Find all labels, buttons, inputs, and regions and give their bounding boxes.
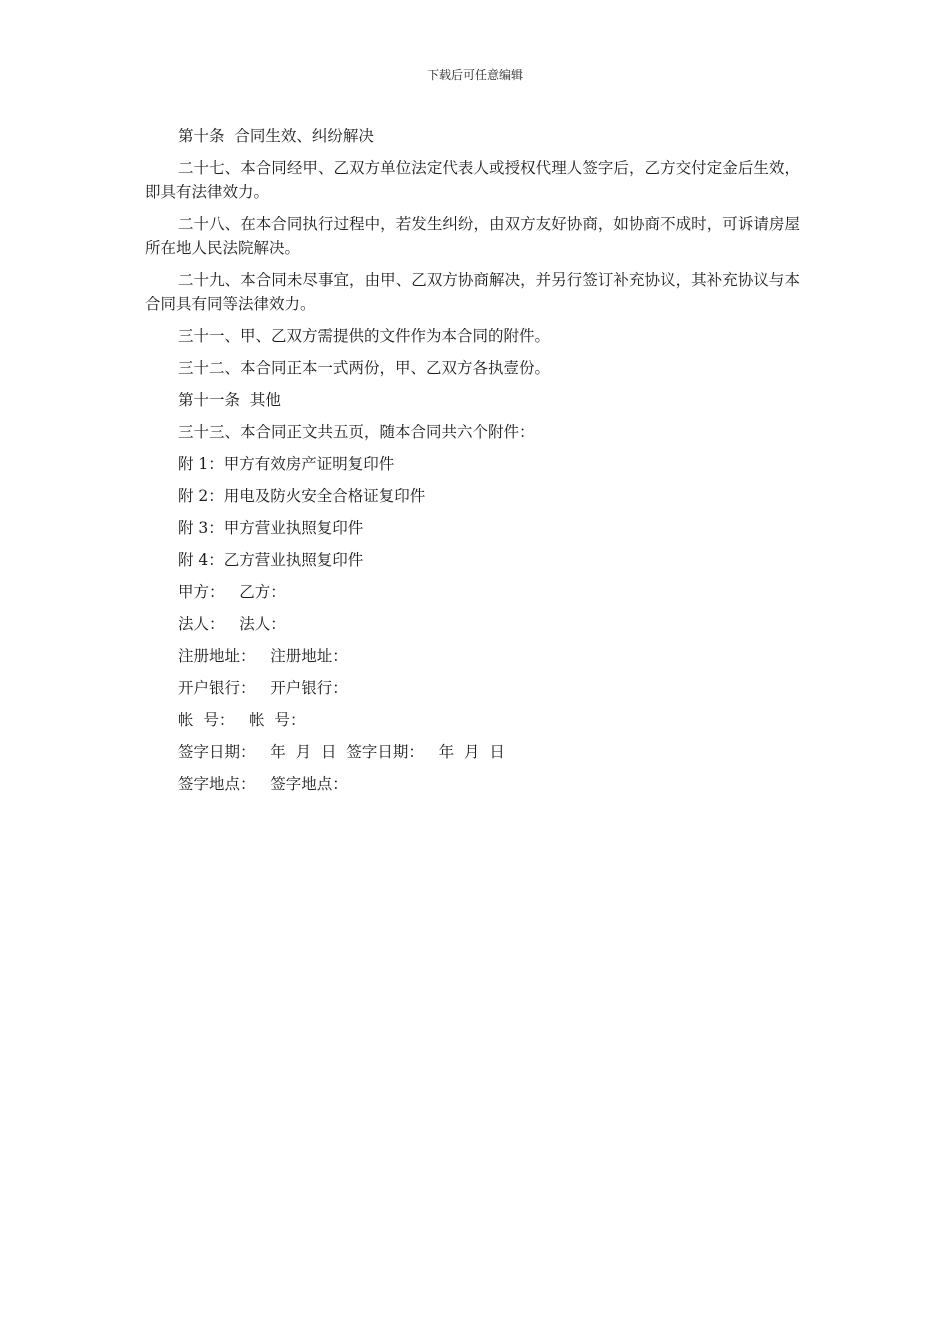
clause-32: 三十二、本合同正本一式两份，甲、乙双方各执壹份。 (178, 359, 551, 377)
attachment-1: 附 1：甲方有效房产证明复印件 (178, 455, 395, 473)
attachment-3: 附 3：甲方营业执照复印件 (178, 519, 364, 537)
signature-registered-address: 注册地址： 注册地址： (178, 647, 348, 665)
clause-31: 三十一、甲、乙双方需提供的文件作为本合同的附件。 (178, 327, 551, 345)
header-note: 下载后可任意编辑 (426, 68, 523, 82)
document-body (145, 124, 800, 804)
article-10-title: 第十条 合同生效、纠纷解决 (178, 127, 374, 145)
clause-28: 二十八、在本合同执行过程中，若发生纠纷，由双方友好协商，如协商不成时，可诉请房屋所在地人民法院解决。 (145, 215, 800, 257)
article-11-title: 第十一条 其他 (178, 391, 281, 409)
clause-29: 二十九、本合同未尽事宜，由甲、乙双方协商解决，并另行签订补充协议，其补充协议与本合同具有同等法律效力。 (145, 271, 800, 313)
signature-date: 签字日期： 年 月 日 签字日期： 年 月 日 (178, 743, 505, 761)
attachment-4: 附 4：乙方营业执照复印件 (178, 551, 364, 569)
signature-account: 帐 号： 帐 号： (178, 711, 306, 729)
signature-parties: 甲方： 乙方： (178, 583, 286, 601)
signature-place: 签字地点： 签字地点： (178, 775, 348, 793)
clause-27: 二十七、本合同经甲、乙双方单位法定代表人或授权代理人签字后，乙方交付定金后生效，即具有法律效力。 (145, 159, 800, 201)
signature-bank: 开户银行： 开户银行： (178, 679, 348, 697)
clause-33: 三十三、本合同正文共五页，随本合同共六个附件： (178, 423, 535, 441)
signature-legal-person: 法人： 法人： (178, 615, 286, 633)
attachment-2: 附 2：用电及防火安全合格证复印件 (178, 487, 426, 505)
